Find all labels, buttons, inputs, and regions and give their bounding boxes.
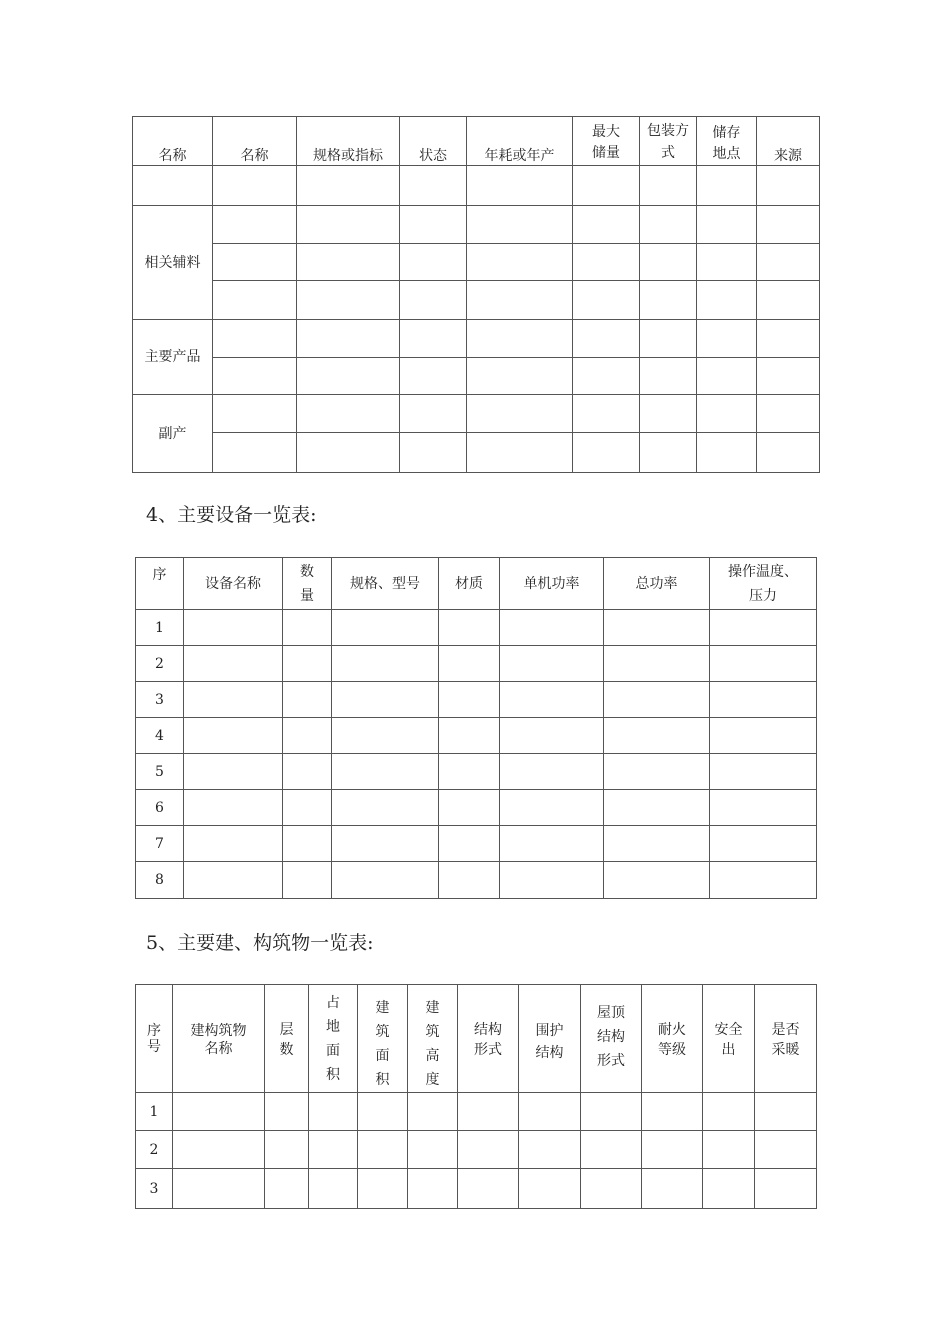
header-seq: 序 bbox=[136, 558, 184, 610]
equipment-cell bbox=[332, 718, 439, 754]
buildings-cell bbox=[581, 1169, 642, 1209]
equipment-cell bbox=[439, 682, 500, 718]
equipment-cell bbox=[710, 610, 817, 646]
buildings-cell bbox=[703, 1169, 755, 1209]
equipment-cell bbox=[184, 610, 283, 646]
buildings-row bbox=[136, 1093, 817, 1131]
header-source: 来源 bbox=[757, 117, 820, 166]
header-exits: 安全 出 bbox=[703, 985, 755, 1093]
header-building-name: 建构筑物 名称 bbox=[173, 985, 265, 1093]
header-temp-pressure: 操作温度、 压力 bbox=[710, 558, 817, 610]
equipment-cell bbox=[283, 610, 332, 646]
buildings-row-number: 3 bbox=[136, 1169, 173, 1209]
equipment-cell bbox=[710, 754, 817, 790]
header-floors: 层 数 bbox=[265, 985, 309, 1093]
materials-row bbox=[133, 358, 820, 395]
buildings-cell bbox=[309, 1131, 358, 1169]
equipment-cell bbox=[500, 754, 604, 790]
header-storage-location: 储存 地点 bbox=[697, 117, 757, 166]
header-building-height: 建筑高度 bbox=[408, 985, 458, 1093]
equipment-cell bbox=[332, 610, 439, 646]
buildings-cell bbox=[265, 1131, 309, 1169]
equipment-cell bbox=[283, 646, 332, 682]
equipment-row bbox=[136, 682, 817, 718]
equipment-cell bbox=[500, 610, 604, 646]
equipment-cell bbox=[184, 754, 283, 790]
equipment-row-number: 3 bbox=[136, 682, 184, 718]
header-spec: 规格或指标 bbox=[297, 117, 400, 166]
equipment-cell bbox=[332, 754, 439, 790]
materials-row bbox=[133, 244, 820, 281]
header-fire-rating: 耐火 等级 bbox=[642, 985, 703, 1093]
buildings-table bbox=[135, 984, 817, 1209]
equipment-cell bbox=[184, 718, 283, 754]
buildings-cell bbox=[265, 1169, 309, 1209]
equipment-cell bbox=[439, 646, 500, 682]
buildings-cell bbox=[458, 1131, 519, 1169]
equipment-cell bbox=[332, 862, 439, 899]
header-state: 状态 bbox=[400, 117, 467, 166]
equipment-cell bbox=[332, 826, 439, 862]
buildings-row-number: 1 bbox=[136, 1093, 173, 1131]
buildings-cell bbox=[309, 1169, 358, 1209]
equipment-row-number: 4 bbox=[136, 718, 184, 754]
equipment-section-title: 4、主要设备一览表: bbox=[146, 504, 317, 526]
equipment-row bbox=[136, 646, 817, 682]
buildings-cell bbox=[309, 1093, 358, 1131]
header-packaging: 包装方 式 bbox=[640, 117, 697, 166]
equipment-row bbox=[136, 862, 817, 899]
equipment-row-number: 7 bbox=[136, 826, 184, 862]
buildings-cell bbox=[173, 1131, 265, 1169]
equipment-row-number: 2 bbox=[136, 646, 184, 682]
equipment-cell bbox=[283, 754, 332, 790]
equipment-cell bbox=[439, 826, 500, 862]
buildings-cell bbox=[581, 1131, 642, 1169]
equipment-table bbox=[135, 557, 817, 899]
equipment-cell bbox=[500, 646, 604, 682]
equipment-cell bbox=[604, 826, 710, 862]
equipment-cell bbox=[500, 826, 604, 862]
buildings-section-title: 5、主要建、构筑物一览表: bbox=[146, 932, 374, 954]
equipment-cell bbox=[604, 862, 710, 899]
equipment-cell bbox=[184, 790, 283, 826]
header-seq-no: 序号 bbox=[136, 985, 173, 1093]
buildings-cell bbox=[581, 1093, 642, 1131]
equipment-cell bbox=[604, 610, 710, 646]
equipment-cell bbox=[439, 610, 500, 646]
equipment-cell bbox=[439, 862, 500, 899]
buildings-cell bbox=[519, 1093, 581, 1131]
equipment-row bbox=[136, 610, 817, 646]
buildings-cell bbox=[265, 1093, 309, 1131]
equipment-cell bbox=[500, 682, 604, 718]
equipment-row-number: 8 bbox=[136, 862, 184, 899]
header-heating: 是否 采暖 bbox=[755, 985, 817, 1093]
equipment-cell bbox=[710, 862, 817, 899]
header-unit-power: 单机功率 bbox=[500, 558, 604, 610]
header-material: 材质 bbox=[439, 558, 500, 610]
equipment-cell bbox=[283, 718, 332, 754]
buildings-cell bbox=[703, 1131, 755, 1169]
buildings-header-row bbox=[136, 985, 817, 1093]
buildings-cell bbox=[173, 1169, 265, 1209]
header-total-power: 总功率 bbox=[604, 558, 710, 610]
group-byproducts: 副产 bbox=[133, 395, 213, 473]
buildings-cell bbox=[642, 1093, 703, 1131]
equipment-cell bbox=[604, 790, 710, 826]
equipment-row-number: 1 bbox=[136, 610, 184, 646]
materials-row bbox=[133, 166, 820, 206]
equipment-cell bbox=[500, 790, 604, 826]
equipment-cell bbox=[332, 682, 439, 718]
equipment-row-number: 5 bbox=[136, 754, 184, 790]
equipment-cell bbox=[283, 790, 332, 826]
buildings-row-number: 2 bbox=[136, 1131, 173, 1169]
equipment-cell bbox=[604, 718, 710, 754]
equipment-cell bbox=[184, 862, 283, 899]
buildings-cell bbox=[642, 1169, 703, 1209]
equipment-cell bbox=[604, 682, 710, 718]
equipment-row-number: 6 bbox=[136, 790, 184, 826]
buildings-cell bbox=[408, 1169, 458, 1209]
header-enclosure: 围护 结构 bbox=[519, 985, 581, 1093]
group-main-products: 主要产品 bbox=[133, 320, 213, 395]
equipment-cell bbox=[710, 790, 817, 826]
equipment-cell bbox=[500, 718, 604, 754]
buildings-cell bbox=[358, 1093, 408, 1131]
equipment-cell bbox=[283, 826, 332, 862]
equipment-cell bbox=[184, 646, 283, 682]
materials-row bbox=[133, 206, 820, 244]
header-model: 规格、型号 bbox=[332, 558, 439, 610]
equipment-cell bbox=[439, 718, 500, 754]
header-structure-form: 结构 形式 bbox=[458, 985, 519, 1093]
buildings-cell bbox=[458, 1093, 519, 1131]
header-land-area: 占地面积 bbox=[309, 985, 358, 1093]
equipment-row bbox=[136, 718, 817, 754]
buildings-cell bbox=[358, 1169, 408, 1209]
header-name: 名称 bbox=[213, 117, 297, 166]
equipment-cell bbox=[184, 682, 283, 718]
equipment-row bbox=[136, 754, 817, 790]
equipment-cell bbox=[439, 754, 500, 790]
header-quantity: 数 量 bbox=[283, 558, 332, 610]
materials-table bbox=[132, 116, 820, 473]
equipment-cell bbox=[439, 790, 500, 826]
buildings-row bbox=[136, 1169, 817, 1209]
equipment-cell bbox=[604, 646, 710, 682]
materials-row bbox=[133, 320, 820, 358]
materials-row bbox=[133, 281, 820, 320]
equipment-cell bbox=[332, 646, 439, 682]
materials-header-row bbox=[133, 117, 820, 166]
buildings-cell bbox=[358, 1131, 408, 1169]
equipment-cell bbox=[283, 862, 332, 899]
buildings-cell bbox=[519, 1169, 581, 1209]
buildings-cell bbox=[703, 1093, 755, 1131]
header-roof-structure: 屋顶 结构 形式 bbox=[581, 985, 642, 1093]
equipment-cell bbox=[184, 826, 283, 862]
group-auxiliary: 相关辅料 bbox=[133, 206, 213, 320]
buildings-cell bbox=[408, 1093, 458, 1131]
header-building-area: 建筑面积 bbox=[358, 985, 408, 1093]
buildings-cell bbox=[519, 1131, 581, 1169]
equipment-cell bbox=[710, 646, 817, 682]
buildings-row bbox=[136, 1131, 817, 1169]
equipment-cell bbox=[710, 718, 817, 754]
buildings-cell bbox=[755, 1093, 817, 1131]
buildings-cell bbox=[755, 1169, 817, 1209]
equipment-cell bbox=[500, 862, 604, 899]
equipment-cell bbox=[332, 790, 439, 826]
equipment-cell bbox=[604, 754, 710, 790]
equipment-cell bbox=[283, 682, 332, 718]
header-max-storage: 最大 储量 bbox=[573, 117, 640, 166]
materials-row bbox=[133, 395, 820, 433]
equipment-row bbox=[136, 826, 817, 862]
equipment-cell bbox=[710, 826, 817, 862]
equipment-cell bbox=[710, 682, 817, 718]
equipment-row bbox=[136, 790, 817, 826]
header-annual: 年耗或年产 bbox=[467, 117, 573, 166]
buildings-cell bbox=[755, 1131, 817, 1169]
equipment-header-row bbox=[136, 558, 817, 610]
header-equipment-name: 设备名称 bbox=[184, 558, 283, 610]
buildings-cell bbox=[642, 1131, 703, 1169]
materials-row bbox=[133, 433, 820, 473]
buildings-cell bbox=[408, 1131, 458, 1169]
header-category-name: 名称 bbox=[133, 117, 213, 166]
buildings-cell bbox=[173, 1093, 265, 1131]
buildings-cell bbox=[458, 1169, 519, 1209]
